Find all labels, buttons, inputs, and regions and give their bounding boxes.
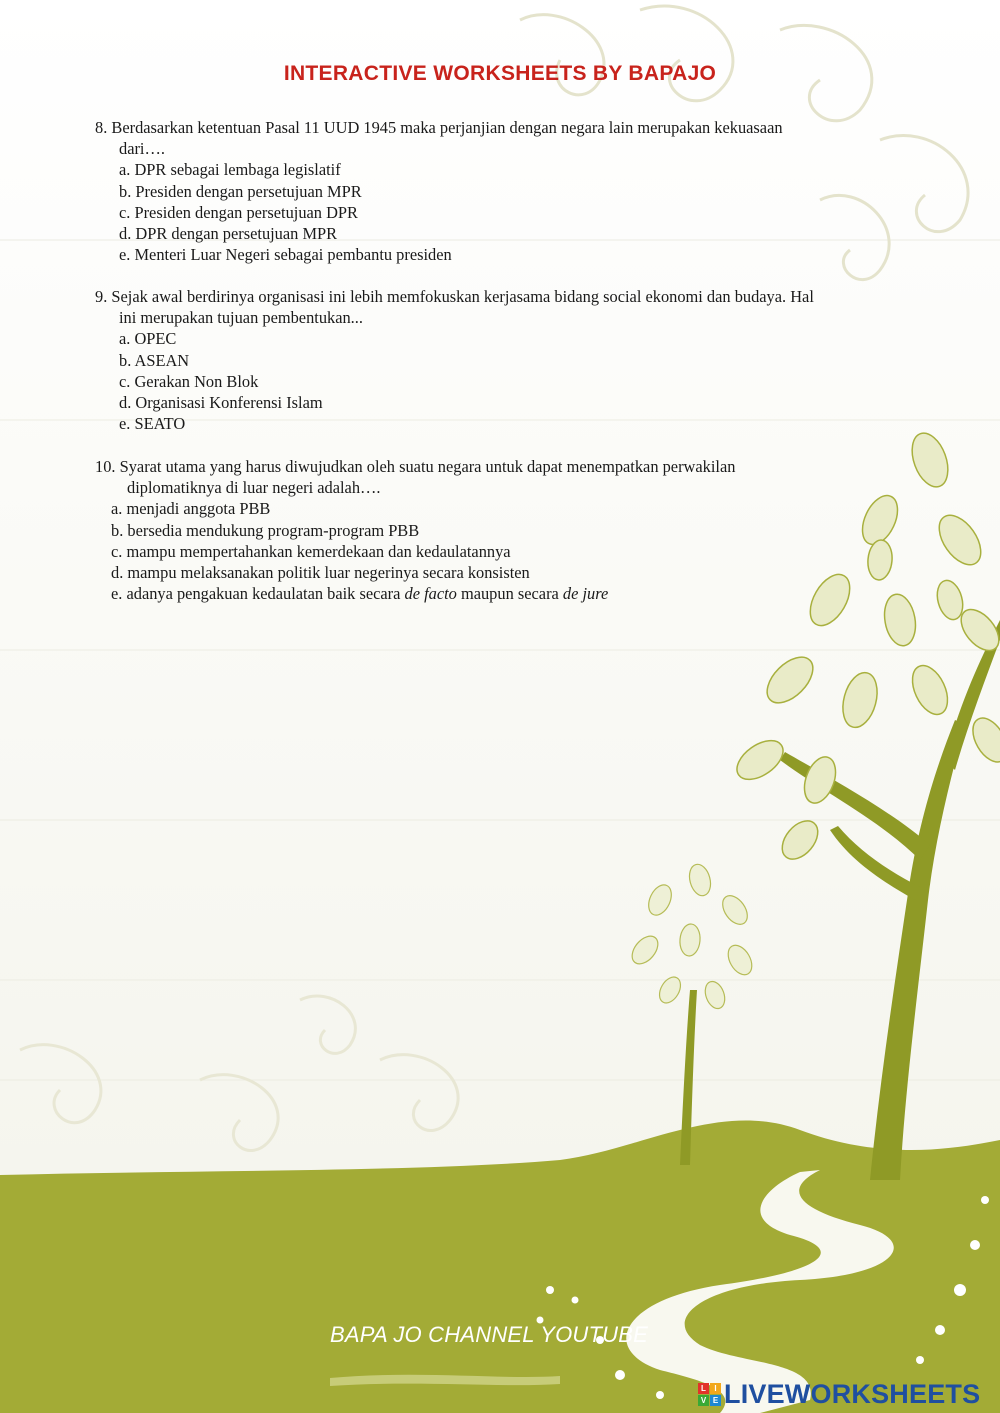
answer-option-e[interactable] (111, 583, 903, 604)
answer-options (95, 498, 903, 604)
question-text-continued: dari…. (119, 139, 165, 159)
answer-option-c[interactable]: c. Gerakan Non Blok (119, 371, 259, 391)
question-text-continued: ini merupakan tujuan pembentukan... (119, 308, 363, 328)
answer-option-b[interactable]: b. Presiden dengan persetujuan MPR (119, 181, 362, 201)
live-mark-letter: E (710, 1395, 721, 1406)
liveworksheets-wordmark: LIVEWORKSHEETS (724, 1378, 981, 1409)
channel-footer: BAPA JO CHANNEL YOUTUBE (330, 1322, 648, 1347)
question-stem (95, 286, 903, 307)
question-text-continued: diplomatiknya di luar negeri adalah…. (127, 478, 381, 498)
live-mark-letter: L (698, 1383, 709, 1394)
question-number: 10. (95, 457, 116, 476)
answer-option-e[interactable]: e. SEATO (119, 414, 186, 434)
option-text: maupun secara (456, 584, 563, 604)
answer-option-b[interactable]: b. ASEAN (119, 350, 190, 370)
answer-option-a[interactable]: a. DPR sebagai lembaga legislatif (119, 160, 341, 180)
answer-options (95, 159, 903, 265)
answer-option-c[interactable]: c. Presiden dengan persetujuan DPR (119, 202, 358, 222)
option-italic-de-jure: de jure (562, 584, 609, 604)
answer-option-a[interactable]: a. menjadi anggota PBB (111, 499, 271, 519)
answer-option-e[interactable]: e. Menteri Luar Negeri sebagai pembantu presiden (119, 245, 452, 265)
live-mark-letter: V (698, 1395, 709, 1406)
question-number: 9. (95, 287, 108, 306)
question-stem (95, 456, 903, 477)
answer-option-b[interactable]: b. bersedia mendukung program-program PBB (111, 520, 420, 540)
question-text: Berdasarkan ketentuan Pasal 11 UUD 1945 maka perjanjian dengan negara lain merupakan kekuasaan (111, 118, 783, 137)
question-text: Sejak awal berdirinya organisasi ini lebih memfokuskan kerjasama bidang social ekonomi dan budaya. Hal (111, 287, 814, 306)
question-9 (95, 286, 903, 434)
live-mark-letter: I (710, 1383, 721, 1394)
answer-option-d[interactable]: d. Organisasi Konferensi Islam (119, 393, 323, 413)
liveworksheets-logo[interactable] (698, 1375, 980, 1413)
option-italic-de-facto: de facto (404, 584, 457, 604)
answer-options (95, 328, 903, 434)
answer-option-a[interactable]: a. OPEC (119, 329, 177, 349)
answer-option-d[interactable]: d. mampu melaksanakan politik luar negerinya secara konsisten (111, 563, 530, 583)
question-text: Syarat utama yang harus diwujudkan oleh suatu negara untuk dapat menempatkan perwakilan (119, 457, 736, 476)
question-number: 8. (95, 118, 108, 137)
question-stem (95, 117, 903, 138)
question-8 (95, 117, 903, 265)
worksheet-title: INTERACTIVE WORKSHEETS BY BAPAJO (283, 62, 717, 85)
answer-option-d[interactable]: d. DPR dengan persetujuan MPR (119, 224, 338, 244)
option-text: e. adanya pengakuan kedaulatan baik secara (111, 584, 405, 604)
live-mark-icon (698, 1383, 721, 1406)
question-10 (95, 456, 903, 604)
answer-option-c[interactable]: c. mampu mempertahankan kemerdekaan dan kedaulatannya (111, 541, 511, 561)
